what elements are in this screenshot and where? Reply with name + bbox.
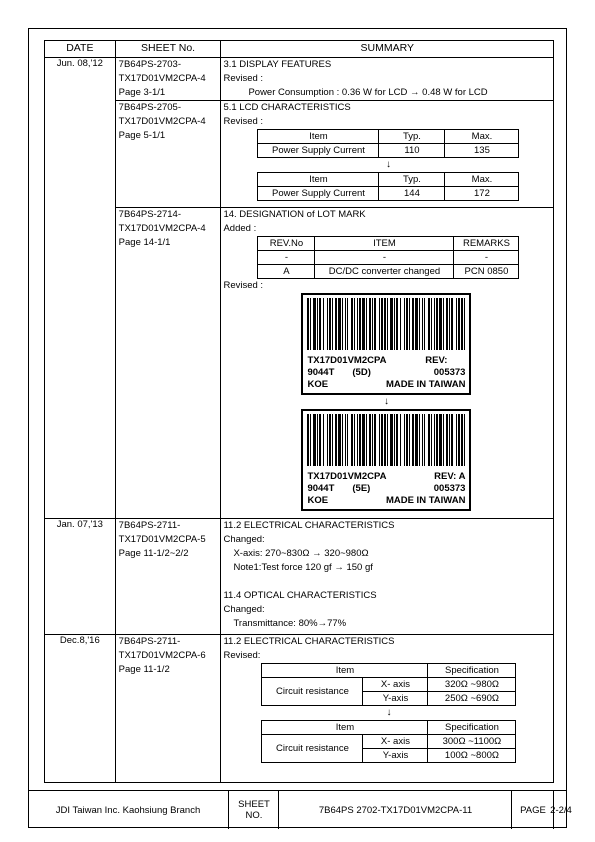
table-header [45,41,554,58]
sheet-no-label: SHEET NO. [228,791,279,829]
section-title: 11.4 OPTICAL CHARACTERISTICS [223,590,377,601]
rev-table: REV.No ITEM REMARKS - - - A DC/DC converter changed PCN 0850 [257,236,519,279]
date-cell: Jun. 08,'12 [45,58,116,519]
sheet-number: 7B64PS 2702-TX17D01VM2CPA-11 [278,791,512,829]
lot-label-after: TX17D01VM2CPA REV: A 9044T (5E) 005373 KOE MADE IN TAIWAN [301,409,471,511]
header-date: DATE [45,41,116,58]
page-label: PAGE [511,791,554,829]
summary-cell: 3.1 DISPLAY FEATURES Revised : Power Consumption : 0.36 W for LCD → 0.48 W for LCD [221,58,554,101]
change-detail: Power Consumption : 0.36 W for LCD → 0.48 W for LCD [248,87,488,98]
company-name: JDI Taiwan Inc. Kaohsiung Branch [55,804,201,816]
down-arrow-icon: ↓ [383,396,389,407]
page-number: 2-2/4 [553,791,568,829]
table-row [45,635,554,783]
lcd-table-before: Item Typ. Max. Power Supply Current 110 135 [257,129,519,158]
revision-table [44,40,554,783]
lcd-table-after: Item Typ. Max. Power Supply Current 144 172 [257,172,519,201]
table-row [45,519,554,635]
section-title: 3.1 DISPLAY FEATURES [223,59,332,70]
section-title: 11.2 ELECTRICAL CHARACTERISTICS [223,636,395,647]
table-row [45,208,554,519]
header-summary: SUMMARY [221,41,554,58]
summary-cell: 11.2 ELECTRICAL CHARACTERISTICS Revised: Item Specification Circuit resistance X- axis 320Ω ~980Ω Y-axis 250Ω ~690Ω ↓ Item Specification Circuit resistance X- axis 300Ω ~1100Ω Y-axis 100Ω ~800Ω [221,635,554,783]
sheet-cell: 7B64PS-2711- TX17D01VM2CPA-5 Page 11-1/2~2/2 [115,519,221,635]
page-footer [28,790,572,829]
resistance-table-before: Item Specification Circuit resistance X- axis 320Ω ~980Ω Y-axis 250Ω ~690Ω [261,663,516,706]
summary-cell: 11.2 ELECTRICAL CHARACTERISTICS Changed: X-axis: 270~830Ω → 320~980Ω Note1:Test force 120 gf → 150 gf 11.4 OPTICAL CHARACTERISTICS Changed: Transmittance: 80%→77% [221,519,554,635]
resistance-table-after: Item Specification Circuit resistance X- axis 300Ω ~1100Ω Y-axis 100Ω ~800Ω [261,720,516,763]
sheet-cell: 7B64PS-2714- TX17D01VM2CPA-4 Page 14-1/1 [115,208,221,519]
sheet-cell: 7B64PS-2711- TX17D01VM2CPA-6 Page 11-1/2 [115,635,221,783]
down-arrow-icon: ↓ [386,707,392,718]
sheet-cell: 7B64PS-2703- TX17D01VM2CPA-4 Page 3-1/1 [115,58,221,101]
table-row [45,58,554,101]
section-title: 5.1 LCD CHARACTERISTICS [223,102,351,113]
summary-cell: 14. DESIGNATION of LOT MARK Added : REV.No ITEM REMARKS - - - A DC/DC converter changed PCN 0850 Revised : TX17D01VM2CPA REV: 9044T (5D) 005373 KOE MADE IN TAIWAN ↓ TX17D01VM2CPA REV: A 9044T (5E) 005373 KOE MADE IN TAIWAN [221,208,554,519]
date-cell: Dec.8,'16 [45,635,116,783]
barcode-image [307,298,465,350]
lot-label-before: TX17D01VM2CPA REV: 9044T (5D) 005373 KOE MADE IN TAIWAN [301,293,471,395]
date-cell: Jan. 07,'13 [45,519,116,635]
summary-cell: 5.1 LCD CHARACTERISTICS Revised : Item Typ. Max. Power Supply Current 110 135 ↓ Item Typ. Max. Power Supply Current 144 172 [221,101,554,208]
sheet-cell: 7B64PS-2705- TX17D01VM2CPA-4 Page 5-1/1 [115,101,221,208]
down-arrow-icon: ↓ [385,159,391,170]
section-title: 11.2 ELECTRICAL CHARACTERISTICS [223,520,395,531]
section-title: 14. DESIGNATION of LOT MARK [223,209,366,220]
header-sheet: SHEET No. [115,41,221,58]
table-row [45,101,554,208]
barcode-image [307,414,465,466]
